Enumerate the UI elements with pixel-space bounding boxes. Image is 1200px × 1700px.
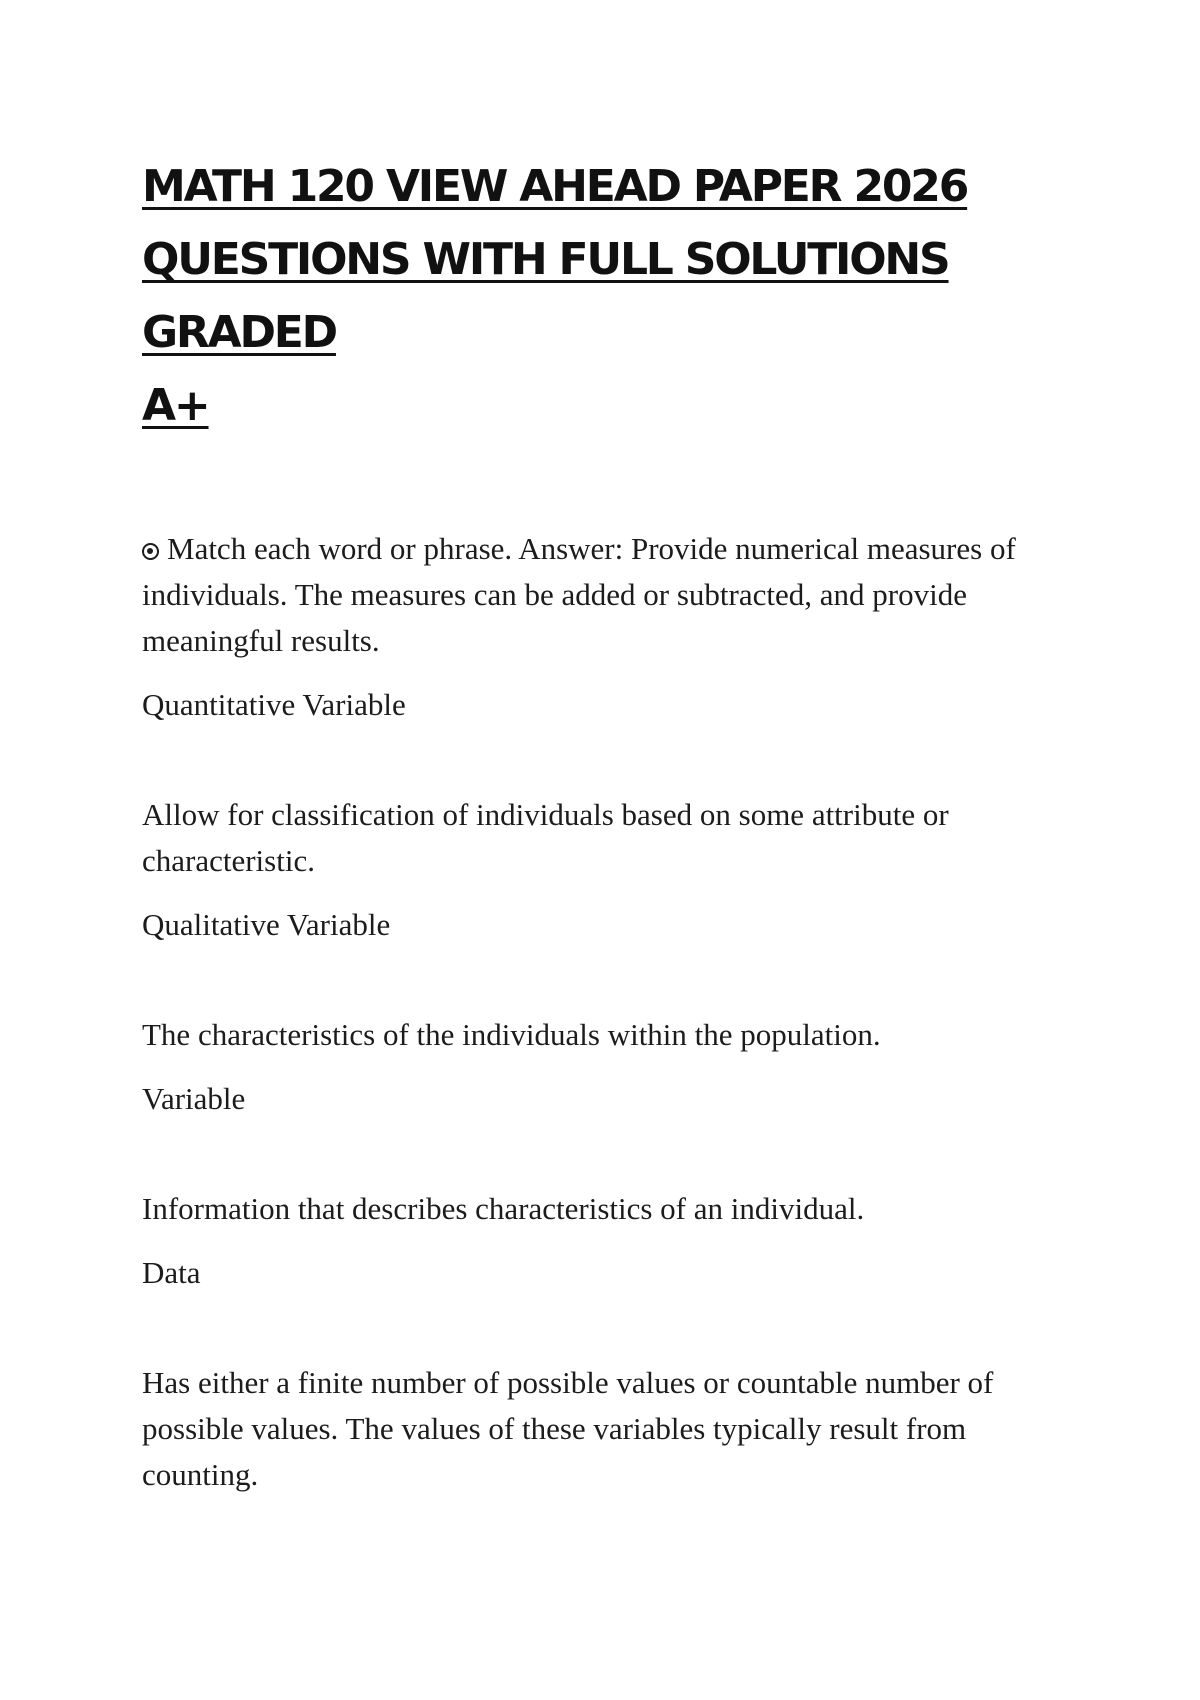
title-line-2: QUESTIONS WITH FULL SOLUTIONS GRADED [142, 234, 949, 358]
qa-item [142, 1012, 1072, 1122]
question-text: The characteristics of the individuals within the population. [142, 1017, 881, 1052]
question-text-body: Match each word or phrase. Answer: Provide numerical measures of individuals. The measures can be added or subtracted, and provide meaningful results. [142, 531, 1016, 658]
answer-text: Data [142, 1255, 201, 1290]
question-text: Has either a finite number of possible values or countable number of possible values. The values of these variables typically result from counting. [142, 1365, 994, 1492]
qa-item [142, 1186, 1072, 1296]
title-line-1: MATH 120 VIEW AHEAD PAPER 2026 [142, 161, 968, 212]
qa-item [142, 526, 1072, 728]
answer-text: Qualitative Variable [142, 907, 391, 942]
answer-text: Variable [142, 1081, 246, 1116]
question-text: Allow for classification of individuals based on some attribute or characteristic. [142, 797, 949, 878]
document-title [142, 150, 1072, 442]
question-text [142, 526, 1072, 664]
qa-list [142, 526, 1072, 1498]
title-line-3: A+ [142, 380, 209, 431]
radio-bullet-icon [142, 543, 159, 560]
question-text: Information that describes characteristics of an individual. [142, 1191, 865, 1226]
answer-text: Quantitative Variable [142, 687, 406, 722]
document-page [142, 150, 1072, 1562]
qa-item [142, 1360, 1072, 1498]
qa-item [142, 792, 1072, 948]
